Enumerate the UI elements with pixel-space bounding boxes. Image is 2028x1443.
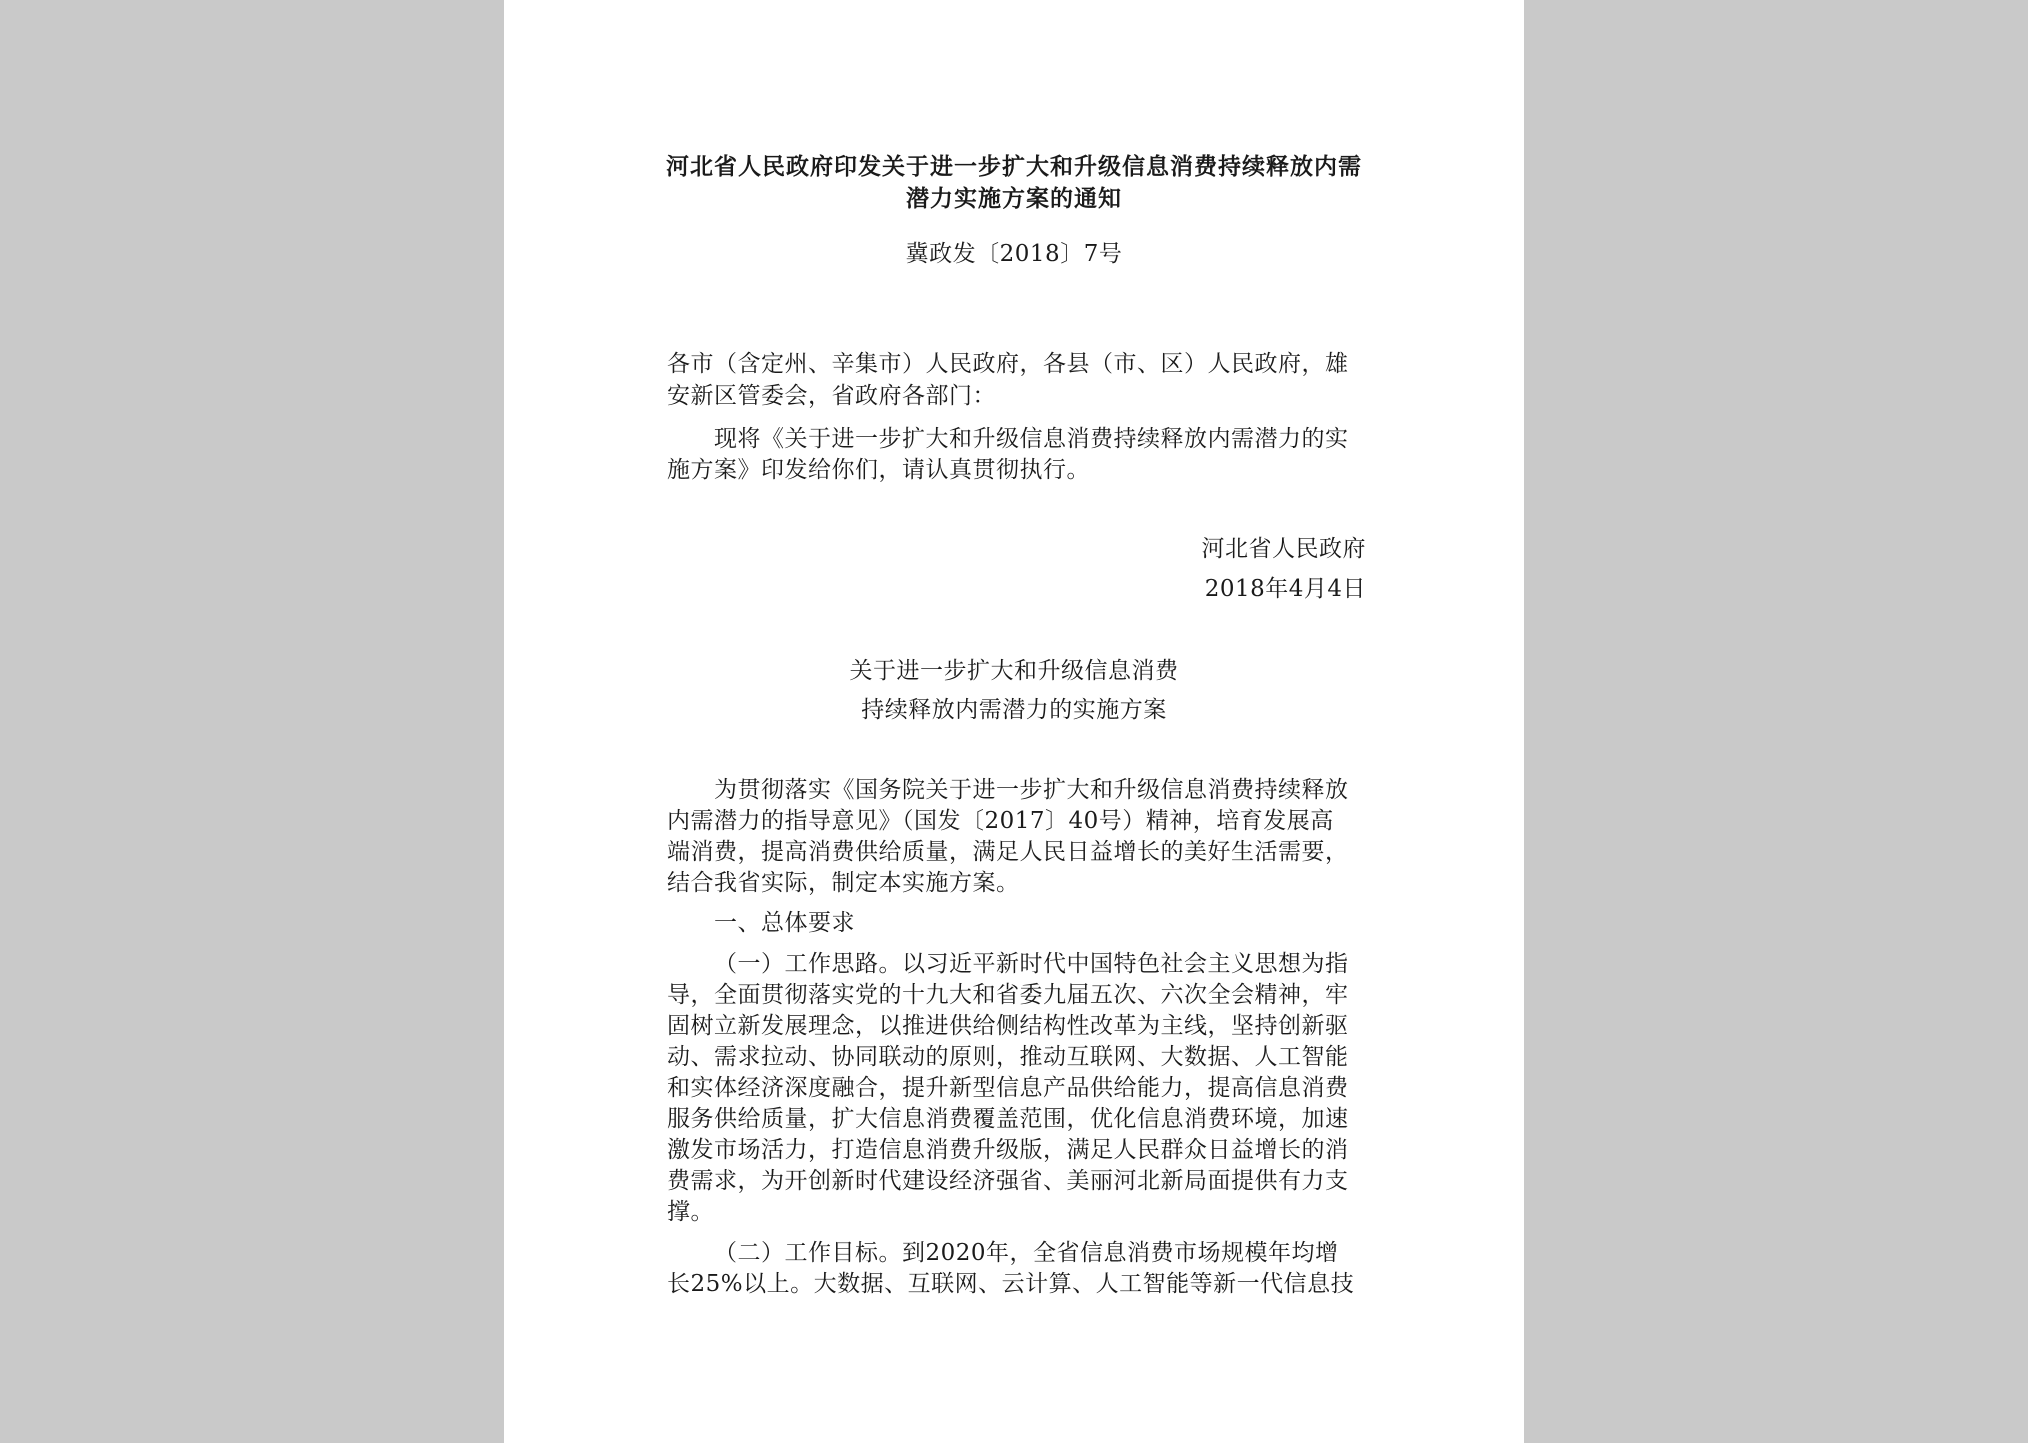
plan-title-line-1: 关于进一步扩大和升级信息消费 bbox=[849, 658, 1179, 684]
document-page bbox=[504, 0, 1524, 1443]
plan-title-line-2: 持续释放内需潜力的实施方案 bbox=[861, 697, 1167, 723]
para-1-line-1: （一）工作思路。以习近平新时代中国特色社会主义思想为指 bbox=[714, 951, 1349, 977]
para-1-line-6: 服务供给质量，扩大信息消费覆盖范围，优化信息消费环境，加速 bbox=[667, 1106, 1349, 1132]
para-1-line-8: 费需求，为开创新时代建设经济强省、美丽河北新局面提供有力支 bbox=[667, 1168, 1349, 1194]
para-1-line-7: 激发市场活力，打造信息消费升级版，满足人民群众日益增长的消 bbox=[667, 1137, 1349, 1163]
section-heading-1: 一、总体要求 bbox=[714, 910, 855, 936]
intro-line-4: 结合我省实际，制定本实施方案。 bbox=[667, 870, 1020, 896]
para-1-line-2: 导，全面贯彻落实党的十九大和省委九届五次、六次全会精神，牢 bbox=[667, 982, 1349, 1008]
intro-line-1: 为贯彻落实《国务院关于进一步扩大和升级信息消费持续释放 bbox=[714, 777, 1349, 803]
salutation-line-2: 安新区管委会，省政府各部门： bbox=[667, 383, 996, 409]
signature-organization: 河北省人民政府 bbox=[1201, 536, 1366, 562]
document-number: 冀政发〔2018〕7号 bbox=[905, 241, 1123, 267]
para-2-line-2: 长25%以上。大数据、互联网、云计算、人工智能等新一代信息技 bbox=[667, 1271, 1355, 1297]
signature-date: 2018年4月4日 bbox=[1204, 576, 1366, 602]
para-1-line-5: 和实体经济深度融合，提升新型信息产品供给能力，提高信息消费 bbox=[667, 1075, 1349, 1101]
notice-line-2: 施方案》印发给你们，请认真贯彻执行。 bbox=[667, 457, 1090, 483]
document-title-line-2: 潜力实施方案的通知 bbox=[906, 185, 1122, 212]
para-2-line-1: （二）工作目标。到2020年，全省信息消费市场规模年均增 bbox=[714, 1240, 1339, 1266]
para-1-line-4: 动、需求拉动、协同联动的原则，推动互联网、大数据、人工智能 bbox=[667, 1044, 1349, 1070]
document-title-line-1: 河北省人民政府印发关于进一步扩大和升级信息消费持续释放内需 bbox=[666, 153, 1362, 180]
intro-line-2: 内需潜力的指导意见》（国发〔2017〕40号）精神，培育发展高 bbox=[667, 808, 1334, 834]
intro-line-3: 端消费，提高消费供给质量，满足人民日益增长的美好生活需要， bbox=[667, 839, 1349, 865]
salutation-line-1: 各市（含定州、辛集市）人民政府，各县（市、区）人民政府，雄 bbox=[667, 351, 1349, 377]
para-1-line-9: 撑。 bbox=[667, 1199, 714, 1225]
notice-line-1: 现将《关于进一步扩大和升级信息消费持续释放内需潜力的实 bbox=[714, 426, 1349, 452]
para-1-line-3: 固树立新发展理念，以推进供给侧结构性改革为主线，坚持创新驱 bbox=[667, 1013, 1349, 1039]
